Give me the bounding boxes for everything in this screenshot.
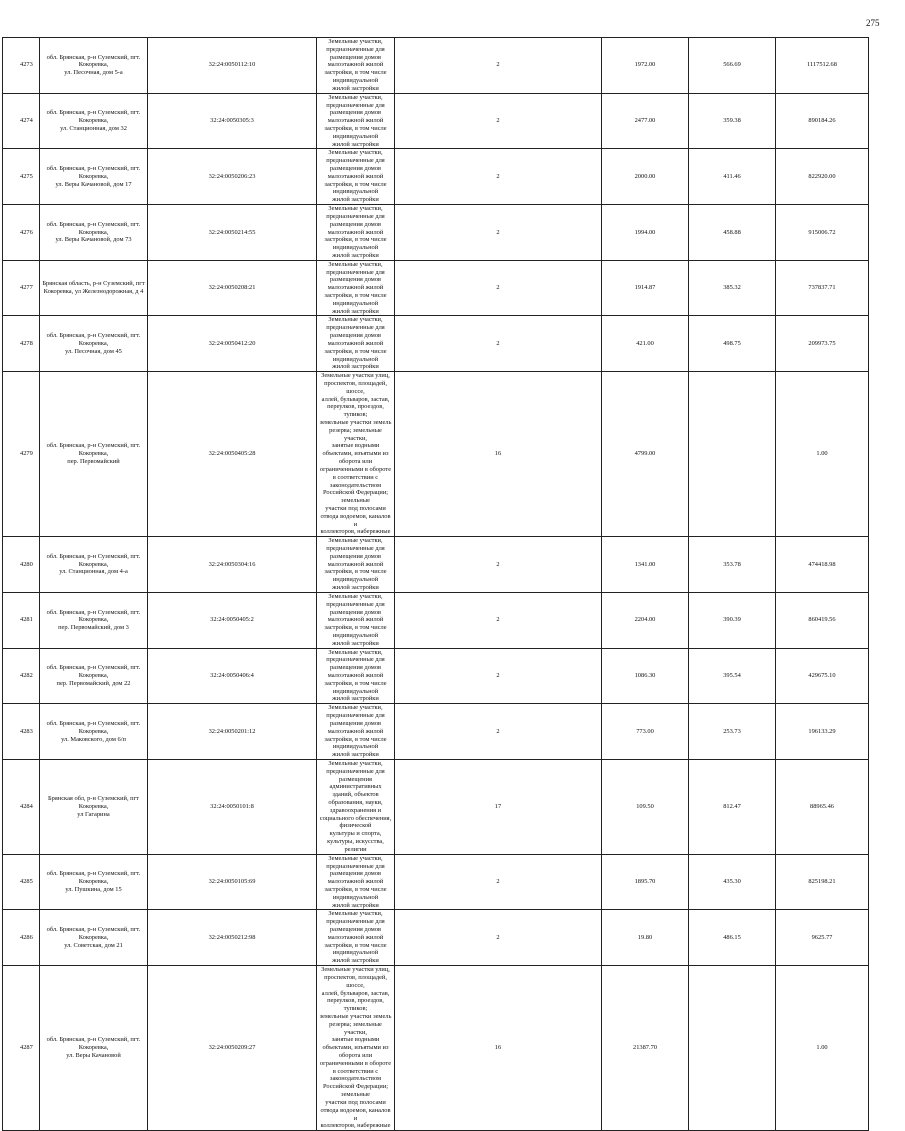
address-cell-line: Брянская обл, р-н Суземский, пгт Кокоревка, [48, 795, 139, 810]
cadastral-value-cell: 860419.56 [776, 592, 869, 648]
land-use-cell-line: занятые водными объектами, изъятыми из оборота или [322, 1036, 389, 1059]
area-cell: 1972.00 [602, 38, 689, 94]
page-number: 275 [866, 18, 880, 28]
use-group-cell: 2 [395, 260, 602, 316]
land-use-cell-line: жилой застройки [332, 140, 379, 148]
cadastral-value-cell: 209973.75 [776, 316, 869, 372]
land-use-cell-line: малоэтажной жилой застройки, в том числе индивидуальной [324, 228, 387, 252]
table-row [3, 93, 869, 149]
specific-value-cell: 458.88 [689, 205, 776, 261]
address-cell-line: обл. Брянская, р-н Суземский, пгт. Кокоревка, [46, 442, 141, 458]
specific-value-cell: 498.75 [689, 316, 776, 372]
land-use-cell-line: Земельные участки, предназначенные для размещения домов [326, 93, 385, 117]
row-number-cell: 4275 [3, 149, 40, 205]
address-cell-line: ул. Пушкина, дом 15 [65, 885, 122, 893]
area-cell: 421.00 [602, 316, 689, 372]
land-use-cell-line: Земельные участки, предназначенные для размещения домов [326, 316, 385, 340]
land-use-cell-line: жилой застройки [332, 84, 379, 92]
table-row [3, 966, 869, 1131]
cadastral-number-cell: 32:24:0050405:2 [148, 592, 317, 648]
address-cell-line: пер. Первомайский, дом 3 [58, 624, 129, 632]
address-cell [40, 316, 148, 372]
land-use-cell-line: законодательством Российской Федерации; земельные [322, 1075, 389, 1099]
row-number-cell: 4284 [3, 759, 40, 854]
table-row [3, 648, 869, 704]
address-cell [40, 38, 148, 94]
address-cell [40, 854, 148, 910]
use-group-cell: 17 [395, 759, 602, 854]
land-use-cell-line: административных зданий, объектов образования, науки, [328, 783, 383, 806]
table-row [3, 38, 869, 94]
land-use-cell [317, 260, 395, 316]
table-row [3, 205, 869, 261]
use-group-cell: 2 [395, 537, 602, 593]
land-use-cell-line: жилой застройки [332, 307, 379, 315]
specific-value-cell [689, 966, 776, 1131]
land-use-cell-line: малоэтажной жилой застройки, в том числе индивидуальной [324, 61, 387, 85]
land-use-cell-line: Земельные участки, предназначенные для размещения домов [326, 910, 385, 933]
table-row [3, 854, 869, 910]
table-row [3, 149, 869, 205]
address-cell-line: ул Гагарина [77, 810, 110, 818]
land-use-cell-line: малоэтажной жилой застройки, в том числе индивидуальной [324, 727, 387, 751]
land-use-cell-line: ограниченными в обороте в соответствии с [319, 465, 392, 481]
address-cell-line: ул. Веры Качановой, дом 17 [55, 180, 132, 188]
row-number-cell: 4281 [3, 592, 40, 648]
cadastral-value-cell: 196133.29 [776, 704, 869, 760]
land-use-cell-line: малоэтажной жилой застройки, в том числе индивидуальной [324, 339, 387, 363]
cadastral-value-cell: 737837.71 [776, 260, 869, 316]
land-use-cell [317, 149, 395, 205]
address-cell-line: обл. Брянская, р-н Суземский, пгт. Кокоревка, [46, 220, 141, 236]
cadastral-number-cell: 32:24:0050105:69 [148, 854, 317, 910]
address-cell [40, 966, 148, 1131]
use-group-cell: 2 [395, 38, 602, 94]
address-cell-line: ул. Веры Качановой [66, 1052, 121, 1059]
specific-value-cell: 435.30 [689, 854, 776, 910]
cadastral-value-cell: 1117512.68 [776, 38, 869, 94]
use-group-cell: 2 [395, 592, 602, 648]
land-use-cell-line: культуры и спорта, культуры, искусства, религии [327, 830, 384, 853]
land-use-cell-line: законодательством Российской Федерации; земельные [322, 481, 389, 505]
table-row [3, 537, 869, 593]
land-use-cell-line: аллей, бульваров, застав, переулков, проездов, тупиков; [321, 395, 390, 419]
address-cell-line: обл. Брянская, р-н Суземский, пгт. Кокоревка, [46, 1036, 141, 1052]
land-use-cell-line: Земельные участки, предназначенные для размещения домов [326, 592, 385, 616]
row-number-cell: 4280 [3, 537, 40, 593]
specific-value-cell: 385.32 [689, 260, 776, 316]
address-cell-line: обл. Брянская, р-н Суземский, пгт. Кокоревка, [46, 165, 141, 180]
address-cell-line: обл. Брянская, р-н Суземский, пгт. Кокоревка, [46, 664, 141, 679]
cadastral-number-cell: 32:24:0050406:4 [148, 648, 317, 704]
land-use-cell [317, 704, 395, 760]
cadastral-value-table [2, 37, 869, 1131]
table-row [3, 372, 869, 537]
specific-value-cell: 566.69 [689, 38, 776, 94]
row-number-cell: 4276 [3, 205, 40, 261]
address-cell [40, 648, 148, 704]
table-row [3, 316, 869, 372]
land-use-cell [317, 205, 395, 261]
table-row [3, 260, 869, 316]
land-use-cell-line: жилой застройки [332, 695, 379, 703]
land-use-cell-line: жилой застройки [332, 363, 379, 371]
land-use-cell-line: занятые водными объектами, изъятыми из оборота или [322, 442, 389, 466]
area-cell: 1086.30 [602, 648, 689, 704]
land-use-cell [317, 910, 395, 966]
cadastral-number-cell: 32:24:0050304:16 [148, 537, 317, 593]
specific-value-cell: 390.39 [689, 592, 776, 648]
row-number-cell: 4286 [3, 910, 40, 966]
land-use-cell-line: малоэтажной жилой застройки, в том числе индивидуальной [324, 878, 387, 901]
land-use-cell-line: Земельные участки улиц, проспектов, площадей, шоссе, [321, 966, 390, 989]
cadastral-number-cell: 32:24:0050412:20 [148, 316, 317, 372]
land-use-cell [317, 372, 395, 537]
land-use-cell-line: Земельные участки, предназначенные для размещения домов [326, 205, 385, 228]
address-cell [40, 759, 148, 854]
use-group-cell: 16 [395, 966, 602, 1131]
land-use-cell-line: малоэтажной жилой застройки, в том числе индивидуальной [324, 560, 387, 584]
use-group-cell: 2 [395, 648, 602, 704]
row-number-cell: 4287 [3, 966, 40, 1131]
address-cell-line: ул. Станционная, дом 32 [60, 124, 127, 132]
use-group-cell: 2 [395, 93, 602, 149]
cadastral-value-cell: 474418.98 [776, 537, 869, 593]
specific-value-cell: 253.73 [689, 704, 776, 760]
land-use-cell-line: Земельные участки, предназначенные для размещения домов [326, 648, 385, 672]
cadastral-value-cell: 429675.10 [776, 648, 869, 704]
use-group-cell: 2 [395, 910, 602, 966]
address-cell-line: ул. Песочная, дом 45 [65, 347, 122, 355]
address-cell-line: обл. Брянская, р-н Суземский, пгт. Кокоревка, [46, 53, 141, 69]
table-row [3, 910, 869, 966]
address-cell-line: Кокоревка, ул Железнодорожная, д 4 [43, 288, 144, 296]
area-cell: 19.80 [602, 910, 689, 966]
use-group-cell: 2 [395, 316, 602, 372]
address-cell-line: обл. Брянская, р-н Суземский, пгт. Кокоревка, [46, 109, 141, 125]
specific-value-cell: 411.46 [689, 149, 776, 205]
address-cell [40, 372, 148, 537]
address-cell-line: обл. Брянская, р-н Суземский, пгт. Кокоревка, [46, 332, 141, 347]
specific-value-cell: 359.38 [689, 93, 776, 149]
land-use-cell-line: Земельные участки, предназначенные для размещения домов [326, 149, 385, 172]
use-group-cell: 2 [395, 704, 602, 760]
address-cell-line: пер. Первомайский [67, 458, 120, 466]
address-cell [40, 537, 148, 593]
land-use-cell [317, 966, 395, 1131]
land-use-cell [317, 93, 395, 149]
land-use-cell-line: малоэтажной жилой застройки, в том числе индивидуальной [324, 672, 387, 695]
use-group-cell: 2 [395, 205, 602, 261]
land-use-cell-line: малоэтажной жилой застройки, в том числе индивидуальной [324, 172, 387, 196]
area-cell: 2000.00 [602, 149, 689, 205]
land-use-cell-line: коллекторов, набережные [320, 528, 391, 536]
land-use-cell-line: земельные участки земель резерва; земельные участки, [319, 419, 392, 442]
row-number-cell: 4283 [3, 704, 40, 760]
address-cell-line: ул. Станционная, дом 4-а [59, 568, 128, 576]
land-use-cell-line: здравоохранения и социального обеспечения, физической [319, 806, 392, 830]
row-number-cell: 4282 [3, 648, 40, 704]
land-use-cell-line: Земельные участки, предназначенные для размещения домов [326, 260, 385, 284]
address-cell-line: обл. Брянская, р-н Суземский, пгт. Кокоревка, [46, 926, 141, 941]
land-use-cell-line: Земельные участки, предназначенные для размещения домов [326, 38, 385, 61]
land-use-cell-line: жилой застройки [332, 251, 379, 259]
area-cell: 109.50 [602, 759, 689, 854]
address-cell-line: ул. Песочная, дом 5-а [64, 69, 123, 77]
specific-value-cell: 395.54 [689, 648, 776, 704]
specific-value-cell: 353.78 [689, 537, 776, 593]
land-use-cell-line: ограниченными в обороте в соответствии с [319, 1059, 392, 1075]
table-row [3, 759, 869, 854]
area-cell: 773.00 [602, 704, 689, 760]
cadastral-value-cell: 1.00 [776, 966, 869, 1131]
land-use-cell-line: Земельные участки, предназначенные для размещения домов [326, 704, 385, 727]
address-cell [40, 260, 148, 316]
area-cell: 2204.00 [602, 592, 689, 648]
cadastral-number-cell: 32:24:0050208:21 [148, 260, 317, 316]
area-cell: 1895.70 [602, 854, 689, 910]
cadastral-number-cell: 32:24:0050201:12 [148, 704, 317, 760]
land-use-cell-line: малоэтажной жилой застройки, в том числе индивидуальной [324, 117, 387, 140]
row-number-cell: 4279 [3, 372, 40, 537]
land-use-cell [317, 759, 395, 854]
specific-value-cell [689, 372, 776, 537]
row-number-cell: 4277 [3, 260, 40, 316]
land-use-cell [317, 38, 395, 94]
specific-value-cell: 486.15 [689, 910, 776, 966]
address-cell-line: пер. Первомайский, дом 22 [56, 679, 131, 687]
cadastral-value-cell: 915006.72 [776, 205, 869, 261]
cadastral-value-cell: 1.00 [776, 372, 869, 537]
area-cell: 4799.00 [602, 372, 689, 537]
land-use-cell [317, 316, 395, 372]
land-use-cell [317, 648, 395, 704]
use-group-cell: 2 [395, 854, 602, 910]
address-cell-line: ул. Веры Качановой, дом 73 [55, 236, 132, 244]
address-cell-line: ул. Маковского, дом 6/п [61, 735, 126, 743]
specific-value-cell: 812.47 [689, 759, 776, 854]
land-use-cell-line: малоэтажной жилой застройки, в том числе индивидуальной [324, 616, 387, 639]
use-group-cell: 2 [395, 149, 602, 205]
cadastral-number-cell: 32:24:0050305:3 [148, 93, 317, 149]
address-cell-line: обл. Брянская, р-н Суземский, пгт. Кокоревка, [46, 870, 141, 886]
address-cell [40, 205, 148, 261]
row-number-cell: 4273 [3, 38, 40, 94]
cadastral-number-cell: 32:24:0050212:98 [148, 910, 317, 966]
use-group-cell: 16 [395, 372, 602, 537]
land-use-cell-line: Земельные участки, предназначенные для размещения домов [326, 537, 385, 560]
land-use-cell-line: Земельные участки, предназначенные для размещения [326, 759, 385, 783]
land-use-cell-line: жилой застройки [332, 901, 379, 909]
area-cell: 1341.00 [602, 537, 689, 593]
cadastral-number-cell: 32:24:0050112:10 [148, 38, 317, 94]
land-use-cell-line: жилой застройки [332, 957, 379, 965]
cadastral-value-cell: 88965.46 [776, 759, 869, 854]
land-use-cell-line: жилой застройки [332, 584, 379, 592]
address-cell [40, 93, 148, 149]
cadastral-value-cell: 822920.00 [776, 149, 869, 205]
land-use-cell [317, 854, 395, 910]
land-use-cell-line: Земельные участки улиц, проспектов, площадей, шоссе, [321, 372, 390, 395]
address-cell-line: ул. Советская, дом 21 [64, 941, 123, 949]
area-cell: 1914.87 [602, 260, 689, 316]
land-use-cell-line: жилой застройки [332, 196, 379, 204]
cadastral-number-cell: 32:24:0050209:27 [148, 966, 317, 1131]
land-use-cell-line: жилой застройки [332, 639, 379, 647]
table-row [3, 704, 869, 760]
address-cell-line: обл. Брянская, р-н Суземский, пгт. Кокоревка, [46, 552, 141, 568]
row-number-cell: 4285 [3, 854, 40, 910]
land-use-cell-line: жилой застройки [332, 751, 379, 759]
land-use-cell-line: земельные участки земель резерва; земельные участки, [319, 1012, 392, 1036]
land-use-cell-line: коллекторов, набережные [320, 1122, 391, 1130]
address-cell-line: обл. Брянская, р-н Суземский, пгт. Кокоревка, [46, 608, 141, 624]
cadastral-value-cell: 890184.26 [776, 93, 869, 149]
land-use-cell [317, 537, 395, 593]
cadastral-number-cell: 32:24:0050405:28 [148, 372, 317, 537]
cadastral-number-cell: 32:24:0050206:23 [148, 149, 317, 205]
address-cell [40, 910, 148, 966]
land-use-cell-line: малоэтажной жилой застройки, в том числе индивидуальной [324, 933, 387, 957]
address-cell-line: обл. Брянская, р-н Суземский, пгт. Кокоревка, [46, 719, 141, 735]
land-use-cell-line: малоэтажной жилой застройки, в том числе индивидуальной [324, 284, 387, 307]
cadastral-value-cell: 9625.77 [776, 910, 869, 966]
cadastral-number-cell: 32:24:0050101:8 [148, 759, 317, 854]
land-use-cell-line: участки под полосами отвода водоемов, каналов и [320, 504, 391, 528]
cadastral-value-cell: 825198.21 [776, 854, 869, 910]
area-cell: 1994.00 [602, 205, 689, 261]
area-cell: 21387.70 [602, 966, 689, 1131]
address-cell-line: Брянская область, р-н Суземский, пгт [42, 280, 145, 288]
land-use-cell-line: Земельные участки, предназначенные для размещения домов [326, 854, 385, 878]
land-use-cell-line: участки под полосами отвода водоемов, каналов и [320, 1098, 391, 1122]
land-use-cell-line: аллей, бульваров, застав, переулков, проездов, тупиков; [321, 989, 390, 1013]
cadastral-number-cell: 32:24:0050214:55 [148, 205, 317, 261]
address-cell [40, 704, 148, 760]
area-cell: 2477.00 [602, 93, 689, 149]
row-number-cell: 4274 [3, 93, 40, 149]
address-cell [40, 149, 148, 205]
row-number-cell: 4278 [3, 316, 40, 372]
